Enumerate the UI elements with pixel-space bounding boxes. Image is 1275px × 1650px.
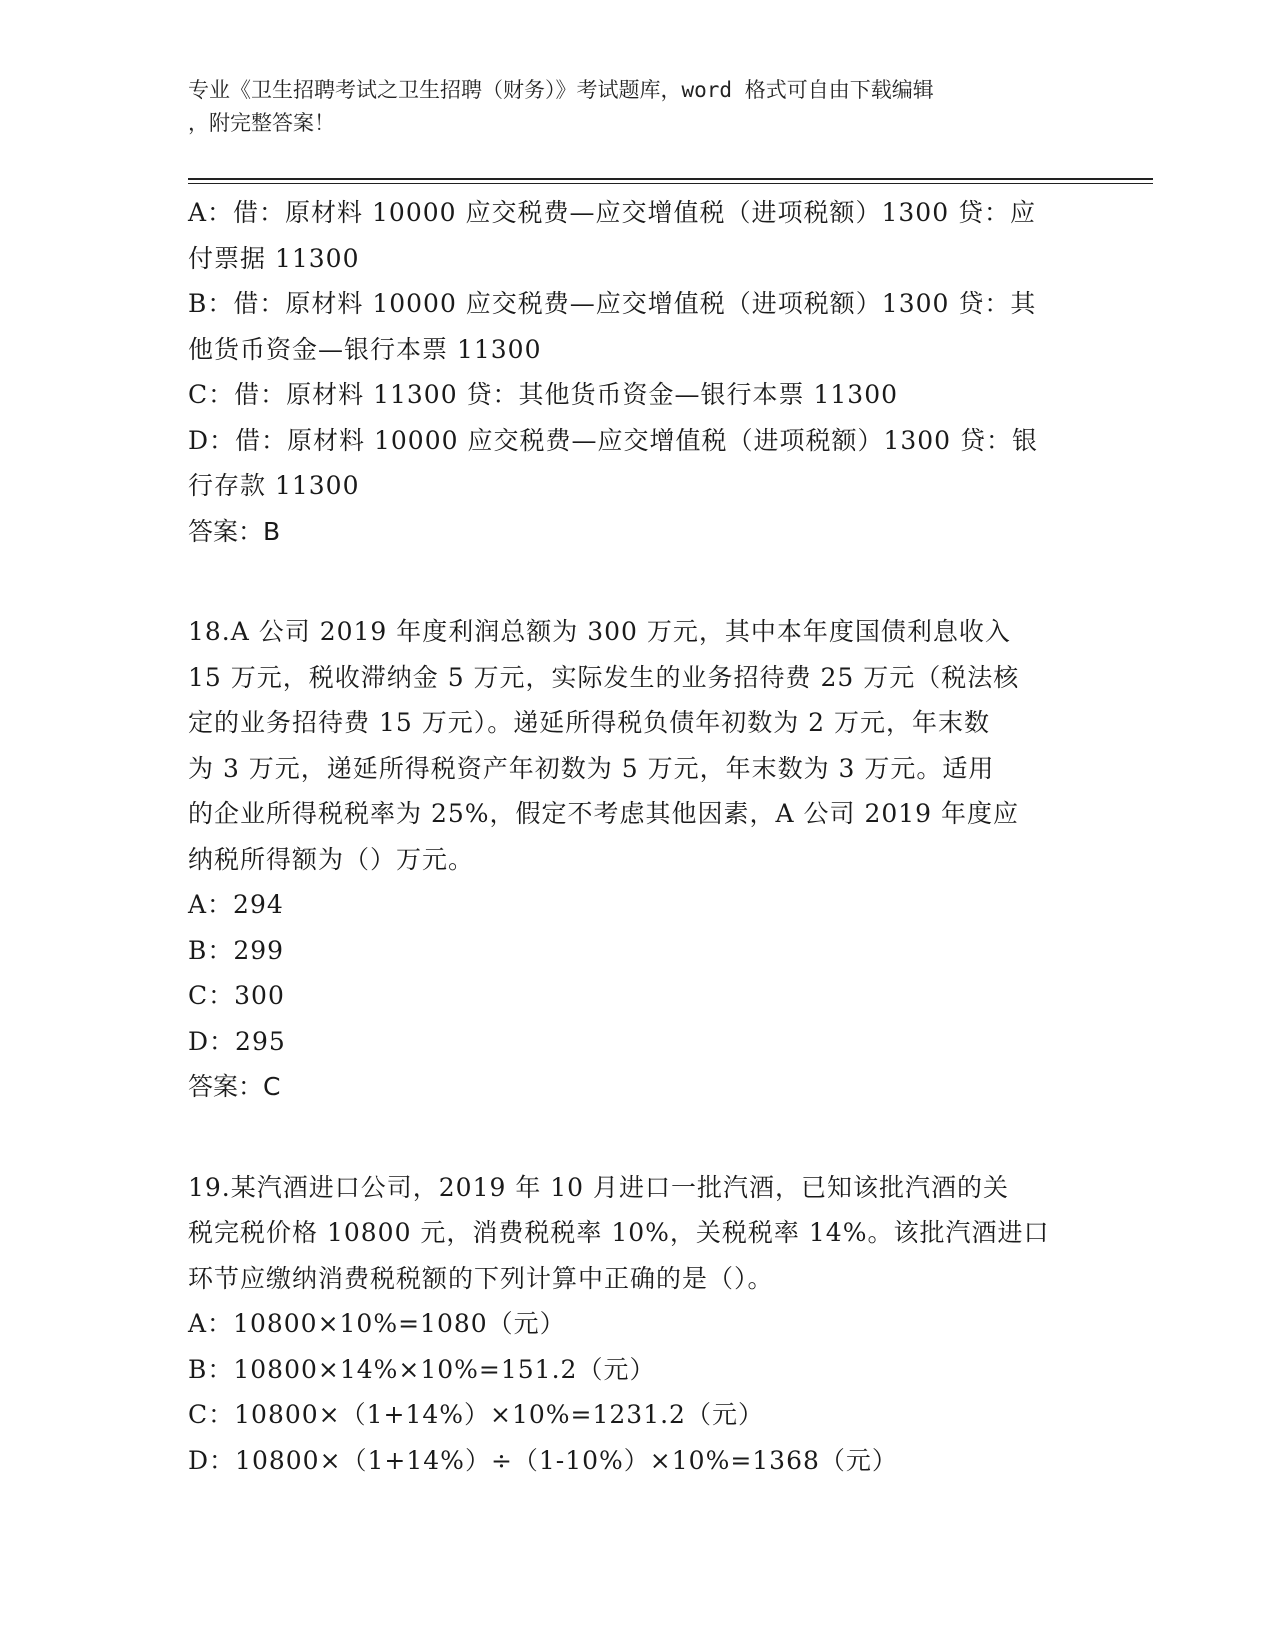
header-divider-thin bbox=[188, 183, 1153, 184]
question-19-option-b: B：10800×14%×10%=151.2（元） bbox=[188, 1354, 656, 1384]
option-a-line-1: A：借：原材料 10000 应交税费—应交增值税（进项税额）1300 贷：应 bbox=[188, 198, 1037, 227]
document-header bbox=[188, 74, 1068, 140]
option-c-line: C：借：原材料 11300 贷：其他货币资金—银行本票 11300 bbox=[188, 380, 899, 409]
question-18-stem-line-1: 18.A 公司 2019 年度利润总额为 300 万元，其中本年度国债利息收入 bbox=[188, 617, 1011, 646]
question-19-stem-line-1: 19.某汽酒进口公司，2019 年 10 月进口一批汽酒，已知该批汽酒的关 bbox=[188, 1172, 1010, 1202]
header-line-2: ，附完整答案！ bbox=[188, 111, 335, 135]
question-19-stem-line-2: 税完税价格 10800 元，消费税税率 10%，关税税率 14%。该批汽酒进口 bbox=[188, 1218, 1050, 1247]
question-18-option-a: A：294 bbox=[188, 890, 284, 919]
spacer bbox=[188, 554, 1083, 609]
question-19-block bbox=[188, 1165, 1083, 1484]
question-18-stem-line-6: 纳税所得额为（）万元。 bbox=[188, 844, 475, 874]
header-line-1: 专业《卫生招聘考试之卫生招聘（财务）》考试题库，word 格式可自由下载编辑 bbox=[188, 78, 934, 102]
question-18-stem-line-5: 的企业所得税税率为 25%，假定不考虑其他因素，A 公司 2019 年度应 bbox=[188, 799, 1020, 828]
question-18-block bbox=[188, 609, 1083, 1110]
option-b-line-1: B：借：原材料 10000 应交税费—应交增值税（进项税额）1300 贷：其 bbox=[188, 289, 1037, 318]
question-18-option-b: B：299 bbox=[188, 935, 285, 965]
header-divider-thick bbox=[188, 178, 1153, 180]
answer-18: 答案：C bbox=[188, 1072, 281, 1101]
option-d-line-1: D：借：原材料 10000 应交税费—应交增值税（进项税额）1300 贷：银 bbox=[188, 425, 1039, 455]
question-18-stem-line-4: 为 3 万元，递延所得税资产年初数为 5 万元，年末数为 3 万元。适用 bbox=[188, 753, 995, 783]
question-17-block bbox=[188, 190, 1083, 554]
question-content bbox=[188, 190, 1083, 1483]
question-19-option-c: C：10800×（1+14%）×10%=1231.2（元） bbox=[188, 1400, 764, 1429]
option-d-line-2: 行存款 11300 bbox=[188, 471, 360, 500]
question-19-option-d: D：10800×（1+14%）÷（1-10%）×10%=1368（元） bbox=[188, 1445, 898, 1475]
option-b-line-2: 他货币资金—银行本票 11300 bbox=[188, 334, 542, 364]
question-18-stem-line-2: 15 万元，税收滞纳金 5 万元，实际发生的业务招待费 25 万元（税法核 bbox=[188, 662, 1020, 692]
question-18-option-c: C：300 bbox=[188, 981, 285, 1010]
option-a-line-2: 付票据 11300 bbox=[188, 243, 360, 273]
question-19-option-a: A：10800×10%=1080（元） bbox=[188, 1309, 566, 1338]
spacer bbox=[188, 1110, 1083, 1165]
question-18-option-d: D：295 bbox=[188, 1026, 286, 1056]
question-19-stem-line-3: 环节应缴纳消费税税额的下列计算中正确的是（）。 bbox=[188, 1263, 774, 1293]
question-18-stem-line-3: 定的业务招待费 15 万元）。递延所得税负债年初数为 2 万元，年末数 bbox=[188, 708, 991, 737]
answer-17: 答案：B bbox=[188, 516, 281, 546]
